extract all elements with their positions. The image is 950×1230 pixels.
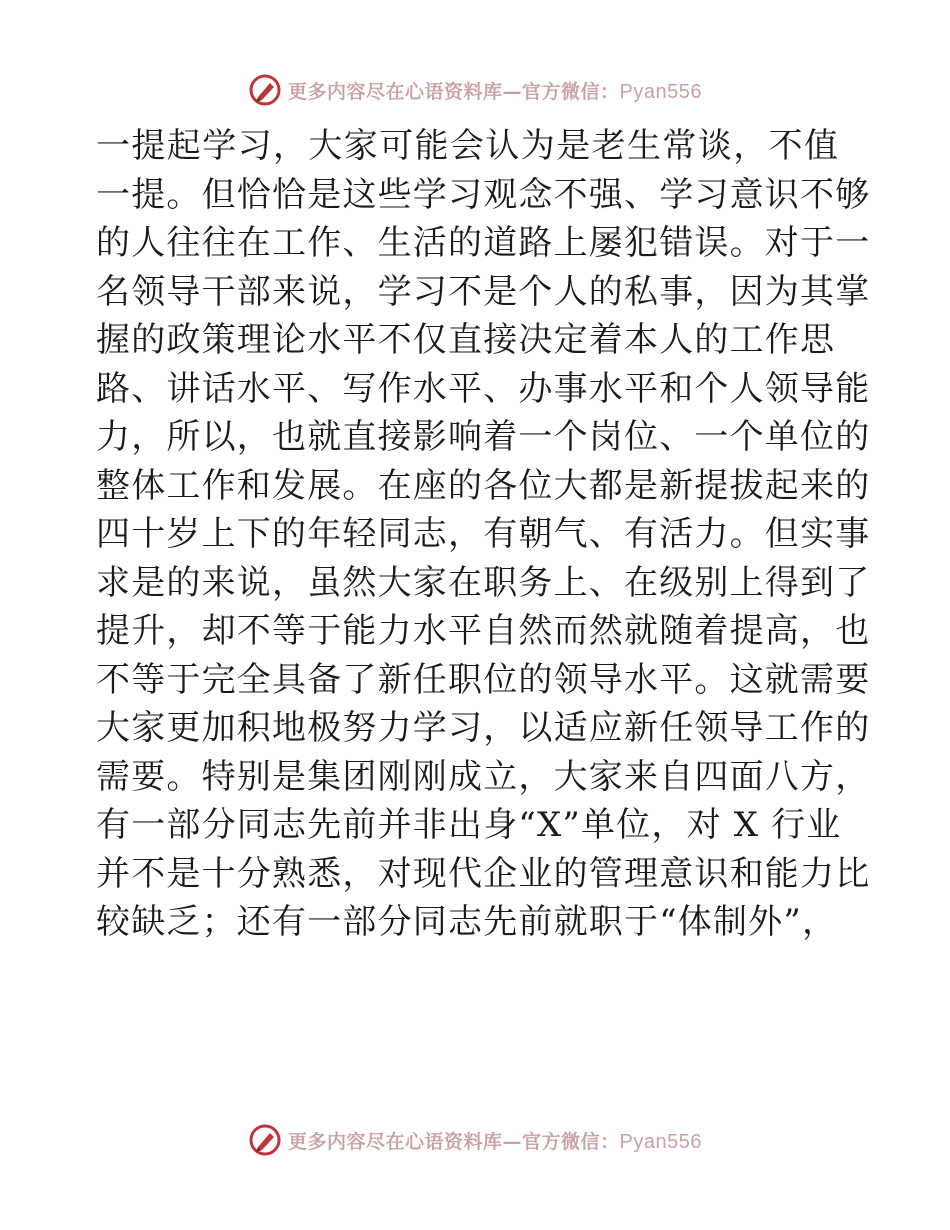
watermark-text: 更多内容尽在心语资料库—官方微信：Pyan556 xyxy=(288,80,702,103)
paragraph-line: 路、讲话水平、写作水平、办事水平和个人领导能 xyxy=(96,368,871,409)
paragraph-line: 大家更加积地极努力学习，以适应新任领导工作的 xyxy=(96,708,871,748)
watermark-wechat-id: Pyan556 xyxy=(619,1130,702,1153)
paragraph-line: 提升，却不等于能力水平自然而然就随着提高，也 xyxy=(96,611,871,651)
paragraph-line: 并不是十分熟悉，对现代企业的管理意识和能力比 xyxy=(96,853,871,894)
watermark-text: 更多内容尽在心语资料库—官方微信：Pyan556 xyxy=(288,1130,702,1153)
paragraph-line: 求是的来说，虽然大家在职务上、在级别上得到了 xyxy=(96,562,871,603)
paragraph-line: 较缺乏；还有一部分同志先前就职于“体制外”， xyxy=(96,902,838,942)
document-body xyxy=(96,122,871,947)
pen-logo-icon xyxy=(248,73,282,107)
paragraph-line: 名领导干部来说，学习不是个人的私事，因为其掌 xyxy=(96,271,871,312)
paragraph-line: 不等于完全具备了新任职位的领导水平。这就需要 xyxy=(96,659,871,700)
footer-watermark xyxy=(0,1118,950,1162)
paragraph-line: 一提起学习，大家可能会认为是老生常谈，不值 xyxy=(96,126,840,166)
paragraph-line: 一提。但恰恰是这些学习观念不强、学习意识不够 xyxy=(96,174,871,215)
pen-logo-icon xyxy=(248,1123,282,1157)
paragraph-line: 握的政策理论水平不仅直接决定着本人的工作思 xyxy=(96,320,836,360)
paragraph-line: 整体工作和发展。在座的各位大都是新提拔起来的 xyxy=(96,465,871,506)
watermark-wechat-id: Pyan556 xyxy=(619,80,702,103)
paragraph-line: 四十岁上下的年轻同志，有朝气、有活力。但实事 xyxy=(96,514,871,554)
paragraph-line: 的人往往在工作、生活的道路上屡犯错误。对于一 xyxy=(96,223,871,263)
header-watermark xyxy=(0,68,950,112)
paragraph-line: 需要。特别是集团刚刚成立，大家来自四面八方， xyxy=(96,756,871,797)
paragraph-line: 力，所以，也就直接影响着一个岗位、一个单位的 xyxy=(96,417,871,457)
paragraph-line: 有一部分同志先前并非出身“X”单位，对 X 行业 xyxy=(96,805,842,845)
